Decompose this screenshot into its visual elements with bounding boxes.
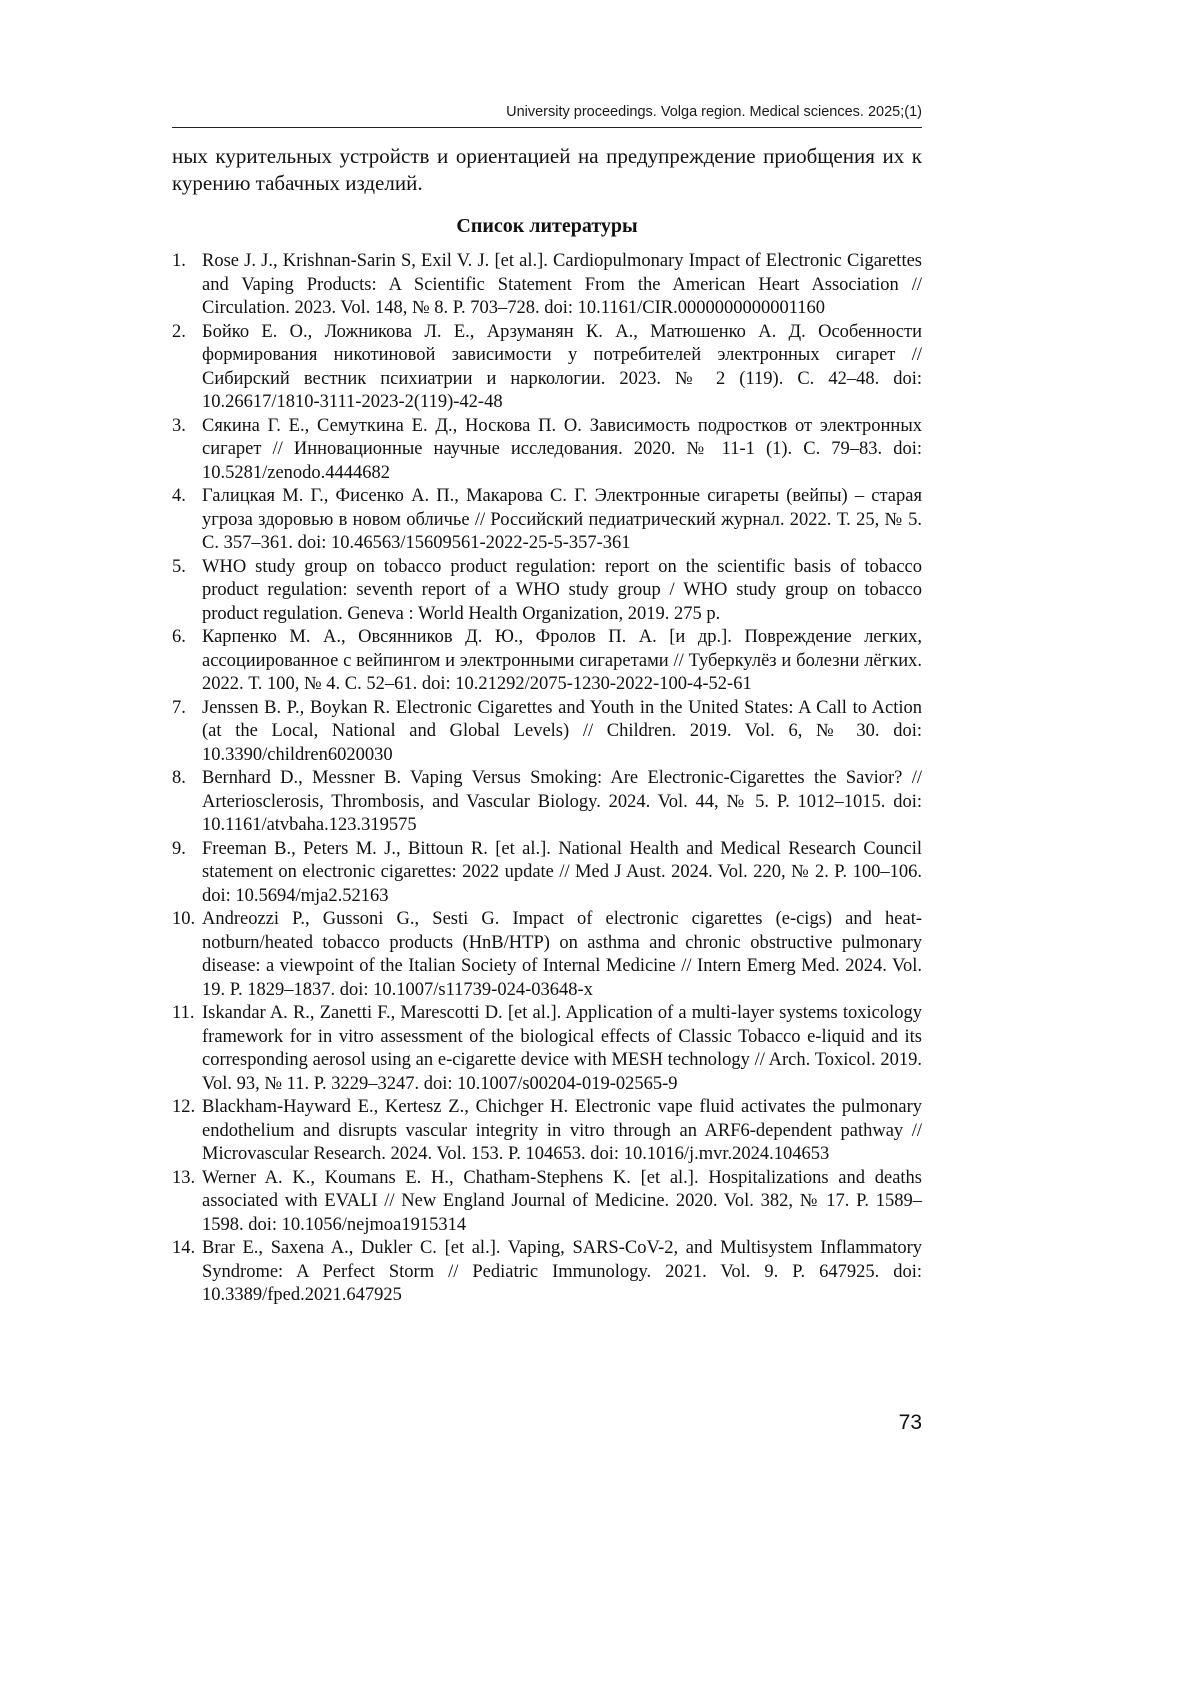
- reference-text: Галицкая М. Г., Фисенко А. П., Макарова С. Г. Электронные сигареты (вейпы) – старая угроза здоровью в новом обличье // Российский педиатрический журнал. 2022. Т. 25, № 5. С. 357–361. doi: 10.46563/15609561-2022-25-5-357-361: [202, 486, 922, 553]
- reference-number: 6.: [172, 627, 186, 647]
- references-heading: Список литературы: [456, 215, 638, 237]
- reference-item: [172, 626, 922, 697]
- reference-item: [172, 250, 922, 321]
- reference-text: Сякина Г. Е., Семуткина Е. Д., Носкова П. О. Зависимость подростков от электронных сигарет // Инновационные научные исследования. 2020. № 11-1 (1). С. 79–83. doi: 10.5281/zenodo.4444682: [202, 415, 922, 483]
- reference-number: 5.: [172, 556, 186, 577]
- reference-number: 7.: [172, 697, 186, 718]
- reference-text: Jenssen B. P., Boykan R. Electronic Cigarettes and Youth in the United States: A Call to Action (at the Local, National and Global Levels) // Children. 2019. Vol. 6, № 30. doi: 10.3390/children6020030: [202, 697, 922, 765]
- reference-text: Werner A. K., Koumans E. H., Chatham-Stephens K. [et al.]. Hospitalizations and deaths associated with EVALI // New England Journal of Medicine. 2020. Vol. 382, № 17. P. 1589–1598. doi: 10.1056/nejmoa1915314: [202, 1167, 922, 1235]
- reference-text: Карпенко М. А., Овсянников Д. Ю., Фролов П. А. [и др.]. Повреждение легких, ассоциированное с вейпингом и электронными сигаретами // Туберкулёз и болезни лёгких. 2022. Т. 100, № 4. С. 52–61. doi: 10.21292/2075-1230-2022-100-4-52-61: [202, 627, 922, 694]
- page-number: 73: [898, 1411, 922, 1434]
- header-divider: [172, 127, 922, 128]
- running-header: University proceedings. Volga region. Medical sciences. 2025;(1): [506, 104, 922, 120]
- reference-number: 8.: [172, 768, 186, 788]
- reference-number: 14.: [172, 1238, 196, 1258]
- reference-text: Бойко Е. О., Ложникова Л. Е., Арзуманян К. А., Матюшенко А. Д. Особенности формирования никотиновой зависимости у потребителей электронных сигарет // Сибирский вестник психиатрии и наркологии. 2023. № 2 (119). С. 42–48. doi: 10.26617/1810-3111-2023-2(119)-42-48: [202, 321, 922, 412]
- reference-number: 12.: [172, 1097, 196, 1117]
- reference-text: Rose J. J., Krishnan-Sarin S, Exil V. J. [et al.]. Cardiopulmonary Impact of Electronic Cigarettes and Vaping Products: A Scientific Statement From the American Heart Association // Circulation. 2023. Vol. 148, № 8. P. 703–728. doi: 10.1161/CIR.0000000000001160: [202, 251, 922, 318]
- reference-item: [172, 485, 922, 556]
- reference-text: Andreozzi P., Gussoni G., Sesti G. Impact of electronic cigarettes (e-cigs) and heat-notburn/heated tobacco products (HnB/HTP) on asthma and chronic obstructive pulmonary disease: a viewpoint of the Italian Society of Internal Medicine // Intern Emerg Med. 2024. Vol. 19. P. 1829–1837. doi: 10.1007/s11739-024-03648-x: [202, 909, 922, 1000]
- intro-paragraph: ных курительных устройств и ориентацией на предупреждение приобщения их к курению табачных изделий.: [172, 144, 922, 195]
- reference-number: 13.: [172, 1167, 196, 1188]
- reference-item: [172, 321, 922, 415]
- reference-number: 11.: [172, 1003, 195, 1023]
- references-list: [172, 250, 922, 1308]
- reference-number: 9.: [172, 838, 186, 859]
- reference-item: [172, 767, 922, 838]
- reference-item: [172, 1002, 922, 1096]
- reference-item: [172, 1096, 922, 1167]
- reference-number: 3.: [172, 415, 186, 436]
- reference-item: [172, 697, 922, 768]
- reference-text: Freeman B., Peters M. J., Bittoun R. [et al.]. National Health and Medical Research Council statement on electronic cigarettes: 2022 update // Med J Aust. 2024. Vol. 220, № 2. P. 100–106. doi: 10.5694/mja2.52163: [202, 838, 922, 906]
- reference-item: [172, 556, 922, 627]
- reference-number: 2.: [172, 321, 186, 342]
- reference-text: Bernhard D., Messner B. Vaping Versus Smoking: Are Electronic-Cigarettes the Savior? // Arteriosclerosis, Thrombosis, and Vascular Biology. 2024. Vol. 44, № 5. P. 1012–1015. doi: 10.1161/atvbaha.123.319575: [202, 768, 922, 835]
- reference-number: 10.: [172, 909, 196, 929]
- reference-text: WHO study group on tobacco product regulation: report on the scientific basis of tobacco product regulation: seventh report of a WHO study group / WHO study group on tobacco product regulation. Geneva : World Health Organization, 2019. 275 p.: [202, 556, 922, 624]
- reference-item: [172, 838, 922, 909]
- reference-text: Blackham-Hayward E., Kertesz Z., Chichger H. Electronic vape fluid activates the pulmonary endothelium and disrupts vascular integrity in vitro through an ARF6-dependent pathway // Microvascular Research. 2024. Vol. 153. P. 104653. doi: 10.1016/j.mvr.2024.104653: [202, 1097, 922, 1164]
- reference-item: [172, 1237, 922, 1308]
- reference-number: 4.: [172, 486, 186, 506]
- reference-item: [172, 1167, 922, 1238]
- reference-text: Iskandar A. R., Zanetti F., Marescotti D. [et al.]. Application of a multi-layer systems toxicology framework for in vitro assessment of the biological effects of Classic Tobacco e-liquid and its corresponding aerosol using an e-cigarette device with MESH technology // Arch. Toxicol. 2019. Vol. 93, № 11. P. 3229–3247. doi: 10.1007/s00204-019-02565-9: [202, 1003, 922, 1094]
- reference-item: [172, 908, 922, 1002]
- reference-number: 1.: [172, 251, 186, 271]
- reference-text: Brar E., Saxena A., Dukler C. [et al.]. Vaping, SARS-CoV-2, and Multisystem Inflammatory Syndrome: A Perfect Storm // Pediatric Immunology. 2021. Vol. 9. P. 647925. doi: 10.3389/fped.2021.647925: [202, 1238, 922, 1305]
- reference-item: [172, 415, 922, 486]
